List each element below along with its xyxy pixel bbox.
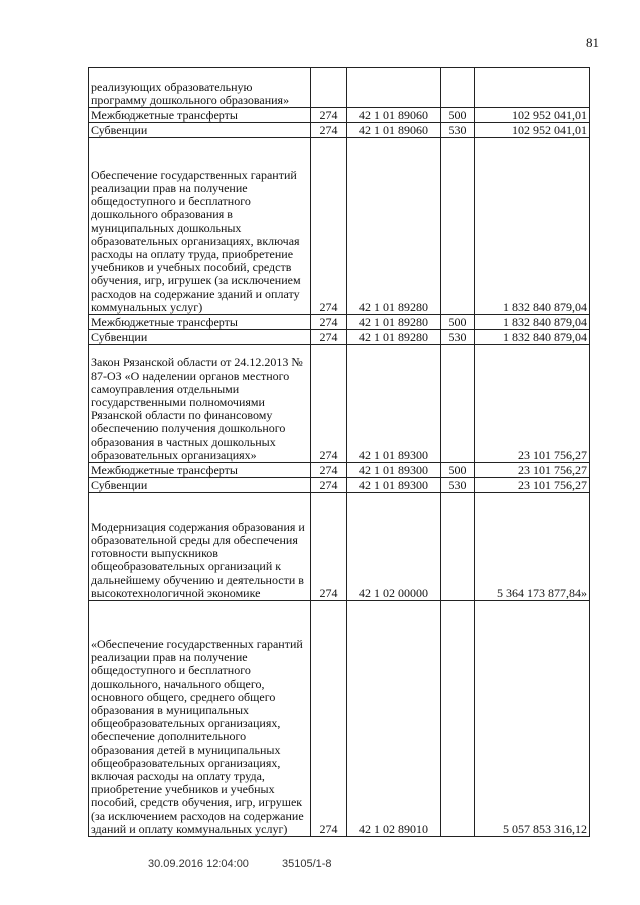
table-row bbox=[89, 463, 590, 478]
row-grbs: 274 bbox=[311, 108, 347, 123]
row-name: Модернизация содержания образования и образовательной среды для обеспечения готовности выпускников общеобразовательных организаций к дальнейшему обучению и деятельности в высокотехнологичной экономике bbox=[89, 493, 311, 601]
row-grbs: 274 bbox=[311, 315, 347, 330]
row-target-article bbox=[347, 68, 441, 108]
row-grbs: 274 bbox=[311, 493, 347, 601]
row-expense-type: 530 bbox=[441, 330, 475, 345]
row-expense-type: 500 bbox=[441, 108, 475, 123]
row-name: Субвенции bbox=[89, 123, 311, 138]
row-amount: 1 832 840 879,04 bbox=[475, 138, 590, 315]
row-name: Обеспечение государственных гарантий реализации прав на получение общедоступного и бесплатного дошкольного образования в муниципальных дошкольных образовательных организациях, включая расходы на оплату труда, приобретение учебников и учебных пособий, средств обучения, игр, игрушек (за исключением расходов на содержание зданий и оплату коммунальных услуг) bbox=[89, 138, 311, 315]
footer-stamp bbox=[148, 858, 362, 870]
row-target-article: 42 1 01 89280 bbox=[347, 138, 441, 315]
table-row bbox=[89, 138, 590, 315]
table-row bbox=[89, 478, 590, 493]
row-expense-type: 500 bbox=[441, 463, 475, 478]
footer-doc-code: 35105/1-8 bbox=[282, 858, 332, 870]
row-target-article: 42 1 01 89280 bbox=[347, 330, 441, 345]
row-name: Субвенции bbox=[89, 478, 311, 493]
table-row bbox=[89, 330, 590, 345]
row-grbs: 274 bbox=[311, 123, 347, 138]
row-target-article: 42 1 02 00000 bbox=[347, 493, 441, 601]
row-amount: 1 832 840 879,04 bbox=[475, 315, 590, 330]
row-expense-type bbox=[441, 138, 475, 315]
row-grbs: 274 bbox=[311, 478, 347, 493]
row-amount: 102 952 041,01 bbox=[475, 123, 590, 138]
table-row bbox=[89, 345, 590, 463]
row-amount: 23 101 756,27 bbox=[475, 463, 590, 478]
table-row bbox=[89, 123, 590, 138]
row-grbs: 274 bbox=[311, 463, 347, 478]
row-target-article: 42 1 02 89010 bbox=[347, 601, 441, 837]
row-amount: 23 101 756,27 bbox=[475, 478, 590, 493]
row-name: Субвенции bbox=[89, 330, 311, 345]
page-number: 81 bbox=[586, 35, 599, 50]
row-amount: 5 057 853 316,12 bbox=[475, 601, 590, 837]
table-row bbox=[89, 315, 590, 330]
row-grbs bbox=[311, 68, 347, 108]
footer-datetime: 30.09.2016 12:04:00 bbox=[148, 858, 249, 870]
row-name: Закон Рязанской области от 24.12.2013 № 87-ОЗ «О наделении органов местного самоуправления отдельными государственными полномочиями Рязанской области по финансовому обеспечению получения дошкольного образования в частных дошкольных образовательных организациях» bbox=[89, 345, 311, 463]
table-row bbox=[89, 601, 590, 837]
row-expense-type: 500 bbox=[441, 315, 475, 330]
row-expense-type bbox=[441, 493, 475, 601]
row-amount: 1 832 840 879,04 bbox=[475, 330, 590, 345]
row-grbs: 274 bbox=[311, 330, 347, 345]
row-grbs: 274 bbox=[311, 601, 347, 837]
row-target-article: 42 1 01 89300 bbox=[347, 463, 441, 478]
row-amount bbox=[475, 68, 590, 108]
row-amount: 5 364 173 877,84» bbox=[475, 493, 590, 601]
table-row bbox=[89, 493, 590, 601]
row-name: Межбюджетные трансферты bbox=[89, 315, 311, 330]
row-target-article: 42 1 01 89280 bbox=[347, 315, 441, 330]
row-grbs: 274 bbox=[311, 345, 347, 463]
row-name: «Обеспечение государственных гарантий реализации прав на получение общедоступного и бесплатного дошкольного, начального общего, основного общего, среднего общего образования в муниципальных общеобразовательных организациях, обеспечение дополнительного образования детей в муниципальных общеобразовательных организациях, включая расходы на оплату труда, приобретение учебников и учебных пособий, средств обучения, игр, игрушек (за исключением расходов на содержание зданий и оплату коммунальных услуг) bbox=[89, 601, 311, 837]
row-amount: 102 952 041,01 bbox=[475, 108, 590, 123]
row-name: Межбюджетные трансферты bbox=[89, 108, 311, 123]
row-grbs: 274 bbox=[311, 138, 347, 315]
row-amount: 23 101 756,27 bbox=[475, 345, 590, 463]
row-target-article: 42 1 01 89060 bbox=[347, 108, 441, 123]
row-name: Межбюджетные трансферты bbox=[89, 463, 311, 478]
row-expense-type bbox=[441, 68, 475, 108]
table-row bbox=[89, 68, 590, 108]
row-target-article: 42 1 01 89300 bbox=[347, 345, 441, 463]
budget-table bbox=[88, 67, 590, 837]
row-target-article: 42 1 01 89060 bbox=[347, 123, 441, 138]
row-name: реализующих образовательную программу дошкольного образования» bbox=[89, 68, 311, 108]
row-target-article: 42 1 01 89300 bbox=[347, 478, 441, 493]
row-expense-type: 530 bbox=[441, 123, 475, 138]
row-expense-type bbox=[441, 345, 475, 463]
row-expense-type bbox=[441, 601, 475, 837]
row-expense-type: 530 bbox=[441, 478, 475, 493]
table-row bbox=[89, 108, 590, 123]
